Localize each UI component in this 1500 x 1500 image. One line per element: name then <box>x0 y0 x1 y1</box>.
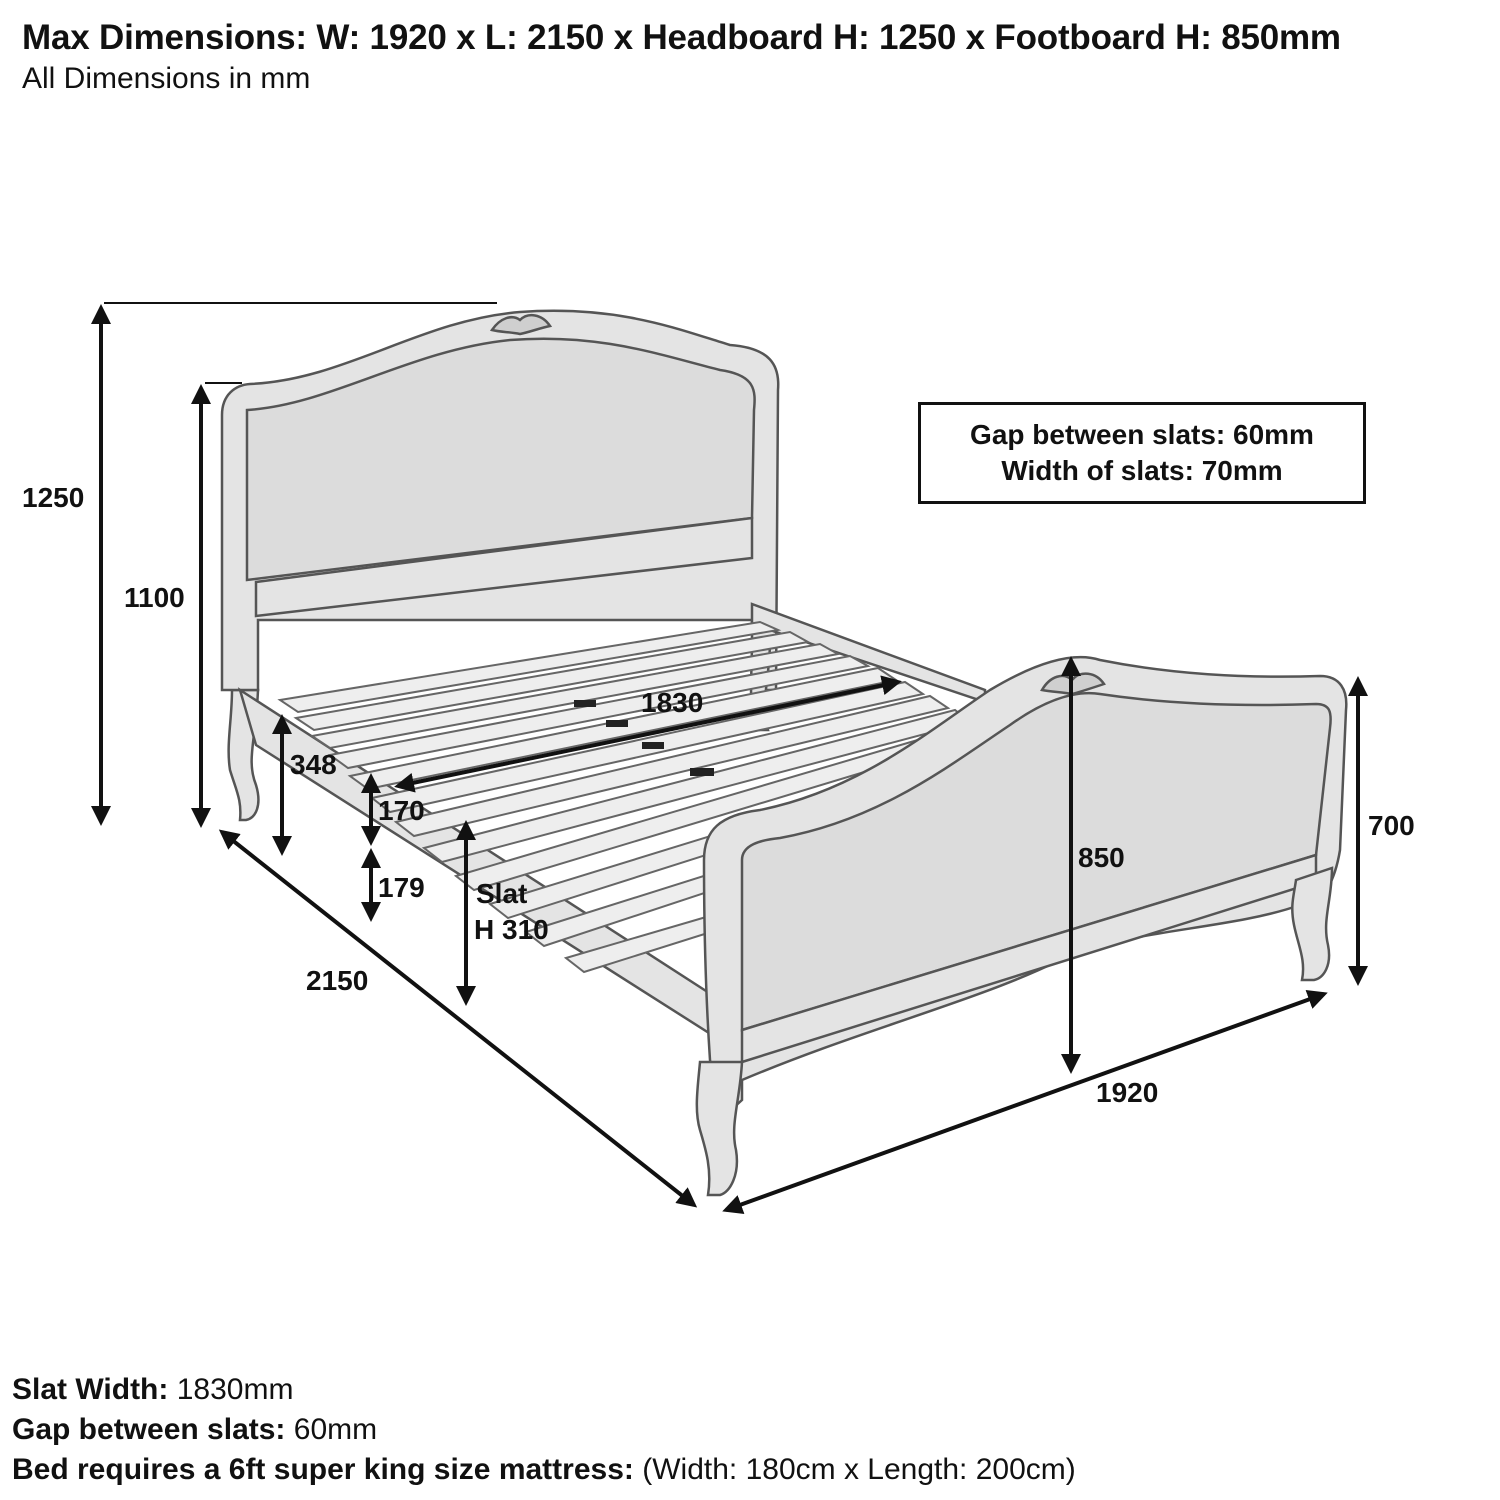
dim-label-1250: 1250 <box>22 482 85 513</box>
dim-label-348: 348 <box>290 749 337 780</box>
dim-label-1100: 1100 <box>124 582 185 613</box>
spec-gap-label: Gap between slats: <box>12 1413 286 1446</box>
slat-gap-note: Gap between slats: 60mm <box>970 419 1314 450</box>
footboard-left-leg <box>697 1062 742 1195</box>
spec-gap <box>12 1410 1076 1450</box>
dim-label-1830: 1830 <box>641 687 704 718</box>
page-subtitle: All Dimensions in mm <box>22 62 311 95</box>
spec-slat-width <box>12 1370 1076 1410</box>
page-title: Max Dimensions: W: 1920 x L: 2150 x Headboard H: 1250 x Footboard H: 850mm <box>22 18 1341 57</box>
slat-width-note: Width of slats: 70mm <box>1001 455 1283 486</box>
spec-slat-width-value: 1830mm <box>176 1373 294 1406</box>
dim-label-slat-h310: H 310 <box>474 914 549 945</box>
dim-label-179: 179 <box>378 872 425 903</box>
spec-slat-width-label: Slat Width: <box>12 1373 169 1406</box>
spec-mattress-value: (Width: 180cm x Length: 200cm) <box>642 1453 1076 1486</box>
specifications <box>12 1370 1076 1490</box>
slat-info-box <box>918 402 1366 504</box>
dim-label-1920: 1920 <box>1096 1077 1159 1108</box>
dim-line-2150 <box>222 832 694 1205</box>
dim-label-2150: 2150 <box>306 965 369 996</box>
spec-gap-value: 60mm <box>293 1413 378 1446</box>
footboard-right-leg <box>1292 868 1332 980</box>
dim-label-700: 700 <box>1368 810 1415 841</box>
spec-mattress-label: Bed requires a 6ft super king size mattress: <box>12 1453 634 1486</box>
dim-label-170: 170 <box>378 795 425 826</box>
dim-label-slat: Slat <box>476 878 528 909</box>
dim-label-850: 850 <box>1078 842 1125 873</box>
spec-mattress <box>12 1450 1076 1490</box>
